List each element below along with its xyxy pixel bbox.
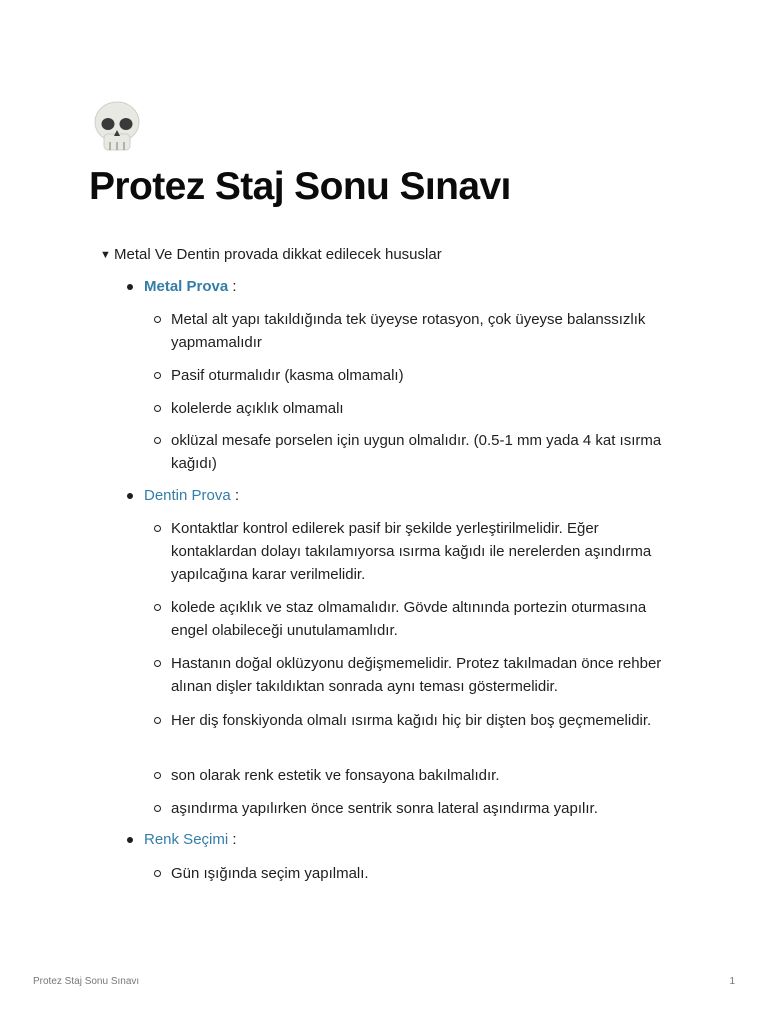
list-item: kolelerde açıklık olmamalı	[171, 400, 344, 417]
circle-bullet-icon	[154, 372, 161, 379]
list-item: Gün ışığında seçim yapılmalı.	[171, 865, 369, 882]
bullet-dot-icon	[127, 284, 133, 290]
circle-bullet-icon	[154, 870, 161, 877]
list-item: Metal alt yapı takıldığında tek üyeyse rotasyon, çok üyeyse balanssızlık yapmamalıdır	[171, 311, 646, 351]
circle-bullet-icon	[154, 717, 161, 724]
list-item: Kontaktlar kontrol edilerek pasif bir şekilde yerleştirilmelidir. Eğer kontaklardan dolayı takılamıyorsa ısırma kağıdı ile nerelerden aşındırma yapılcağına karar verilmelidir.	[171, 520, 652, 583]
section-link[interactable]: Metal Prova	[144, 278, 229, 295]
section-link[interactable]: Renk Seçimi	[144, 831, 229, 848]
list-item: Pasif oturmalıdır (kasma olmamalı)	[171, 367, 404, 384]
page-number: 1	[729, 976, 735, 987]
circle-bullet-icon	[154, 660, 161, 667]
toggle-block-header[interactable]	[100, 244, 442, 266]
list-item: oklüzal mesafe porselen için uygun olmalıdır. (0.5-1 mm yada 4 kat ısırma kağıdı)	[171, 432, 662, 472]
bullet-dot-icon	[127, 493, 133, 499]
section-heading: Renk Seçimi :	[144, 831, 237, 848]
circle-bullet-icon	[154, 405, 161, 412]
circle-bullet-icon	[154, 316, 161, 323]
section-heading: Metal Prova :	[144, 278, 237, 295]
circle-bullet-icon	[154, 437, 161, 444]
footer-title: Protez Staj Sonu Sınavı	[33, 976, 140, 987]
circle-bullet-icon	[154, 805, 161, 812]
toggle-triangle-icon[interactable]: ▼	[100, 249, 111, 261]
toggle-heading: Metal Ve Dentin provada dikkat edilecek hususlar	[114, 246, 442, 263]
list-item: aşındırma yapılırken önce sentrik sonra lateral aşındırma yapılır.	[171, 800, 598, 817]
circle-bullet-icon	[154, 772, 161, 779]
page-title: Protez Staj Sonu Sınavı	[89, 165, 511, 208]
section-link[interactable]: Dentin Prova	[144, 487, 231, 504]
circle-bullet-icon	[154, 525, 161, 532]
list-item: Her diş fonskiyonda olmalı ısırma kağıdı hiç bir dişten boş geçmemelidir.	[171, 712, 652, 729]
list-item: Hastanın doğal oklüzyonu değişmemelidir. Protez takılmadan önce rehber alınan dişler takıldıktan sonrada aynı teması göstermelidir.	[171, 655, 662, 695]
skull-icon	[90, 100, 144, 156]
list-item: kolede açıklık ve staz olmamalıdır. Gövde altınında portezin oturmasına engel olabileceği unutulamamlıdır.	[171, 599, 647, 639]
circle-bullet-icon	[154, 604, 161, 611]
list-item: son olarak renk estetik ve fonsayona bakılmalıdır.	[171, 767, 500, 784]
bullet-dot-icon	[127, 837, 133, 843]
section-heading: Dentin Prova :	[144, 487, 240, 504]
